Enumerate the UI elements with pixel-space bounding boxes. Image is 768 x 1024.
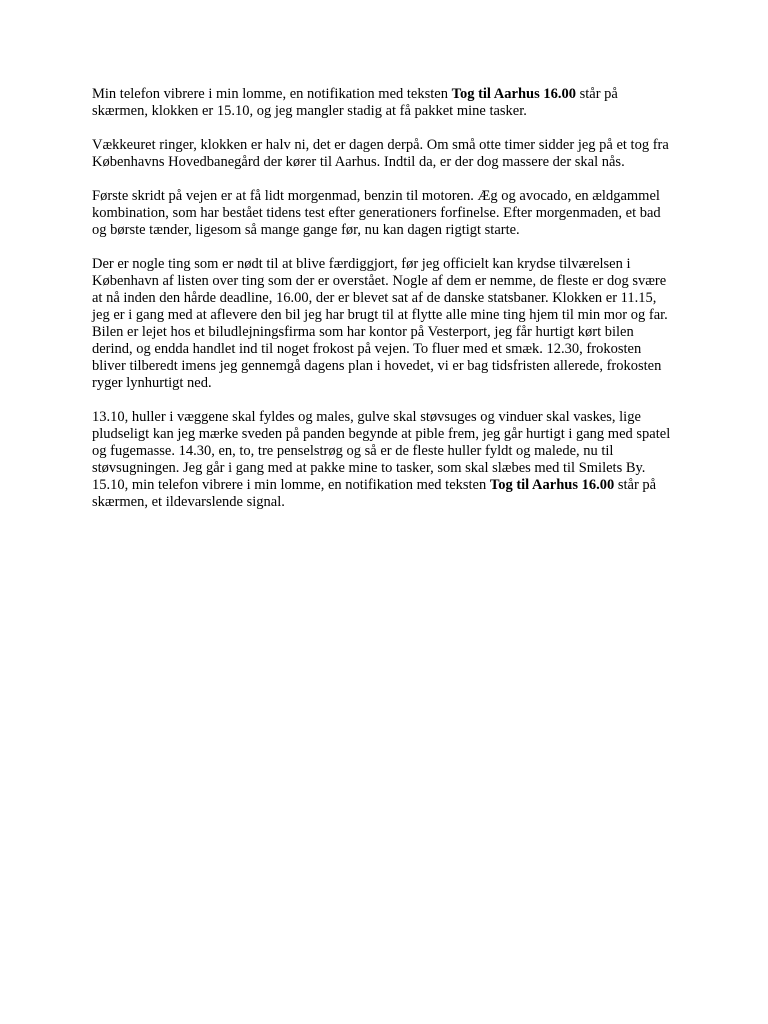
paragraph-text: står på skærmen, klokken er 15.10, og jeg mangler stadig at få pakket mine tasker.: [92, 86, 618, 119]
paragraph-text: 13.10, huller i væggene skal fyldes og males, gulve skal støvsuges og vinduer skal vaskes, lige pludseligt kan jeg mærke sveden på panden begynde at pible frem, jeg går hurtigt i gang med spatel og fugemasse. 14.30, en, to, tre penselstrøg og så er de fleste huller fyldt og malede, nu til støvsugningen. Jeg går i gang med at pakke mine to tasker, som skal slæbes med til Smilets By. 15.10, min telefon vibrere i min lomme, en notifikation med teksten: [92, 409, 671, 493]
paragraph-text: Vækkeuret ringer, klokken er halv ni, det er dagen derpå. Om små otte timer sidder jeg på et tog fra Københavns Hovedbanegård der kører til Aarhus. Indtil da, er der dog massere der skal nås.: [92, 137, 669, 170]
paragraph-text: Første skridt på vejen er at få lidt morgenmad, benzin til motoren. Æg og avocado, en ældgammel kombination, som har bestået tidens test efter generationers forfinelse. Efter morgenmaden, et bad og børste tænder, ligesom så mange gange før, nu kan dagen rigtigt starte.: [92, 188, 661, 238]
paragraph-4: [92, 256, 674, 392]
paragraph-1: [92, 86, 674, 120]
paragraph-text: står på skærmen, et ildevarslende signal.: [92, 477, 657, 510]
notification-text-bold: Tog til Aarhus 16.00: [451, 86, 576, 102]
paragraph-text: Der er nogle ting som er nødt til at blive færdiggjort, før jeg officielt kan krydse tilværelsen i København af listen over ting som der er overstået. Nogle af dem er nemme, de fleste er dog svære at nå inden den hårde deadline, 16.00, der er blevet sat af de danske statsbaner. Klokken er 11.15, jeg er i gang med at aflevere den bil jeg har brugt til at flytte alle mine ting hjem til min mor og far. Bilen er lejet hos et biludlejningsfirma som har kontor på Vesterport, jeg får hurtigt kørt bilen derind, og endda handlet ind til noget frokost på vejen. To fluer med et smæk. 12.30, frokosten bliver tilberedt imens jeg gennemgå dagens plan i hovedet, vi er bag tidsfristen allerede, frokosten ryger lynhurtigt ned.: [92, 256, 668, 391]
paragraph-5: [92, 409, 674, 511]
notification-text-bold: Tog til Aarhus 16.00: [489, 477, 615, 493]
paragraph-3: [92, 188, 674, 239]
document-page: [92, 86, 674, 528]
paragraph-2: [92, 137, 674, 171]
paragraph-text: Min telefon vibrere i min lomme, en notifikation med teksten: [92, 86, 452, 102]
